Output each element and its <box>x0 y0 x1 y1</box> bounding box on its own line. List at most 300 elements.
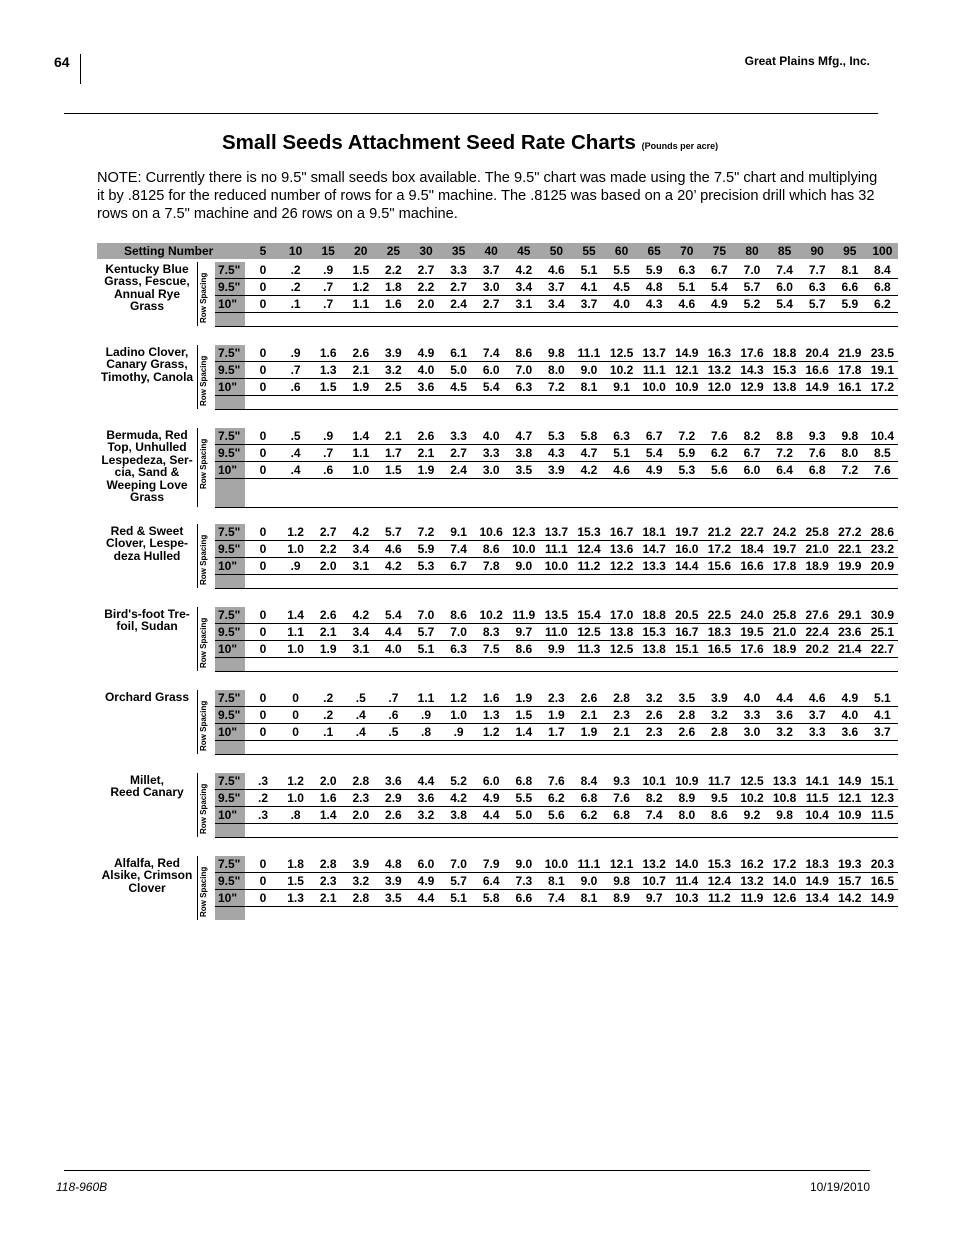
rate-cell: 1.7 <box>385 446 402 460</box>
rate-cell: 11.7 <box>708 774 731 788</box>
rate-cell: 4.3 <box>645 297 663 311</box>
rate-cell: 3.1 <box>352 642 370 656</box>
rate-cell: 21.0 <box>772 625 797 639</box>
rate-cell: 14.7 <box>642 542 666 556</box>
rate-cell: 1.1 <box>417 691 435 705</box>
row-rule <box>215 823 898 824</box>
rate-cell: 3.3 <box>450 263 467 277</box>
rate-cell: 8.2 <box>743 429 761 443</box>
rate-cell: 3.4 <box>515 280 533 294</box>
rate-cell: 10.0 <box>512 542 536 556</box>
rate-cell: 24.0 <box>740 608 764 622</box>
rate-cell: 1.2 <box>287 774 304 788</box>
rate-cell: 14.0 <box>772 874 797 888</box>
rate-cell: 19.7 <box>675 525 699 539</box>
rate-cell: 1.9 <box>417 463 435 477</box>
rate-cell: 18.1 <box>642 525 666 539</box>
rate-cell: 17.6 <box>740 346 764 360</box>
rate-cell: 13.6 <box>609 542 634 556</box>
spacing-label: 7.5" <box>218 608 241 622</box>
rate-cell: 5.1 <box>450 891 467 905</box>
rate-cell: 8.2 <box>645 791 663 805</box>
rate-cell: 3.4 <box>548 297 565 311</box>
header-divider <box>80 54 81 84</box>
rate-cell: 8.9 <box>678 791 696 805</box>
rate-cell: 3.8 <box>450 808 467 822</box>
crop-group-label: Kentucky Blue Grass, Fescue, Annual Rye Grass <box>104 262 190 314</box>
rate-cell: 17.6 <box>740 642 764 656</box>
rate-cell: .2 <box>290 263 301 277</box>
rate-cell: 7.2 <box>841 463 859 477</box>
rate-cell: 2.3 <box>645 725 663 739</box>
rate-cell: 15.3 <box>772 363 797 377</box>
group-bottom-rule <box>215 837 898 838</box>
rate-cell: 3.9 <box>352 857 370 871</box>
rate-cell: 18.8 <box>772 346 797 360</box>
rate-cell: 5.9 <box>417 542 435 556</box>
spacing-label: 7.5" <box>218 429 241 443</box>
rate-cell: 12.9 <box>740 380 764 394</box>
rate-cell: 2.8 <box>613 691 630 705</box>
rate-cell: 19.5 <box>740 625 764 639</box>
rate-cell: 3.7 <box>548 280 565 294</box>
header-setting-100: 100 <box>872 244 893 258</box>
rate-cell: 0 <box>292 708 299 722</box>
rate-cell: 6.0 <box>482 363 500 377</box>
rate-cell: 2.3 <box>352 791 370 805</box>
rate-cell: 16.7 <box>675 625 699 639</box>
rate-cell: .8 <box>420 725 431 739</box>
rate-cell: 5.1 <box>417 642 435 656</box>
header-setting-40: 40 <box>484 244 498 258</box>
footer-rule <box>64 1170 870 1171</box>
rate-cell: 9.8 <box>776 808 793 822</box>
spacing-label: 10" <box>218 297 238 311</box>
crop-group-label: Millet, Reed Canary <box>110 773 184 800</box>
rate-cell: 19.3 <box>838 857 862 871</box>
rate-cell: 2.6 <box>678 725 696 739</box>
rate-cell: 1.0 <box>450 708 467 722</box>
rate-cell: 4.0 <box>613 297 630 311</box>
rate-cell: 6.0 <box>743 463 761 477</box>
rate-cell: 10.2 <box>609 363 634 377</box>
rate-cell: 6.3 <box>678 263 696 277</box>
rate-cell: 9.1 <box>613 380 630 394</box>
rate-cell: 7.9 <box>482 857 500 871</box>
rate-cell: 22.5 <box>707 608 732 622</box>
rate-cell: 1.1 <box>352 446 370 460</box>
rate-cell: 3.2 <box>645 691 663 705</box>
rate-cell: 1.1 <box>287 625 304 639</box>
rate-cell: 1.4 <box>352 429 370 443</box>
rate-cell: 18.9 <box>805 559 829 573</box>
rate-cell: 2.1 <box>580 708 598 722</box>
header-setting-55: 55 <box>582 244 596 258</box>
rate-cell: 12.0 <box>707 380 732 394</box>
document-number: 118-960B <box>56 1180 108 1194</box>
rate-cell: 3.3 <box>808 725 826 739</box>
rate-cell: 25.8 <box>805 525 829 539</box>
rate-cell: 0 <box>259 429 267 443</box>
rate-cell: 4.4 <box>482 808 500 822</box>
rate-cell: 2.0 <box>352 808 370 822</box>
rate-cell: 13.2 <box>707 363 732 377</box>
spacing-label: 10" <box>218 891 238 905</box>
rate-cell: 9.3 <box>808 429 826 443</box>
rate-cell: 2.4 <box>450 463 467 477</box>
rate-cell: 11.1 <box>577 857 601 871</box>
rate-cell: 10.7 <box>642 874 666 888</box>
rate-cell: 8.9 <box>613 891 630 905</box>
rate-cell: 7.6 <box>548 774 565 788</box>
rate-cell: 5.3 <box>678 463 696 477</box>
rate-cell: 3.2 <box>417 808 435 822</box>
rate-cell: .4 <box>290 463 301 477</box>
rate-cell: 0 <box>292 691 299 705</box>
rate-cell: 22.7 <box>870 642 895 656</box>
rate-cell: 2.3 <box>319 874 337 888</box>
rate-cell: 3.7 <box>808 708 826 722</box>
rate-cell: 7.2 <box>417 525 435 539</box>
rate-cell: 14.3 <box>740 363 764 377</box>
rate-cell: .2 <box>323 708 334 722</box>
rate-cell: 3.6 <box>776 708 793 722</box>
rate-cell: 5.7 <box>808 297 826 311</box>
rate-cell: 6.2 <box>548 791 565 805</box>
rate-cell: 18.3 <box>805 857 829 871</box>
rate-cell: 5.2 <box>743 297 761 311</box>
rate-cell: 4.0 <box>482 429 500 443</box>
rate-cell: 9.0 <box>580 363 598 377</box>
rate-cell: 6.6 <box>841 280 859 294</box>
rate-cell: 3.0 <box>482 463 500 477</box>
rate-cell: 17.8 <box>838 363 862 377</box>
rate-cell: 2.8 <box>352 891 370 905</box>
rate-cell: 4.5 <box>450 380 467 394</box>
rate-cell: .9 <box>453 725 464 739</box>
rate-cell: 20.4 <box>805 346 829 360</box>
rate-cell: .6 <box>290 380 301 394</box>
rate-cell: .7 <box>323 446 334 460</box>
top-rule <box>64 113 878 114</box>
rate-cell: 2.1 <box>319 625 337 639</box>
rate-cell: 8.6 <box>515 346 533 360</box>
rate-cell: 7.4 <box>482 346 500 360</box>
rate-cell: 11.1 <box>577 346 601 360</box>
rate-cell: 3.2 <box>711 708 728 722</box>
rate-cell: 30.9 <box>870 608 895 622</box>
rate-cell: 1.3 <box>287 891 304 905</box>
rate-cell: 4.1 <box>580 280 598 294</box>
rate-cell: 6.3 <box>450 642 467 656</box>
rate-cell: .2 <box>290 280 301 294</box>
rate-cell: 13.5 <box>544 608 569 622</box>
rate-cell: 6.0 <box>482 774 500 788</box>
rate-cell: 0 <box>259 891 267 905</box>
rate-cell: 3.3 <box>743 708 761 722</box>
note-paragraph: NOTE: Currently there is no 9.5" small seeds box available. The 9.5" chart was made using the 7.5" chart and multiplying it by .8125 for the reduced number of rows for a 9.5" machine. The .8125 was based on a 20’ precision drill which has 32 rows on a 7.5" machine and 26 rows on a 9.5" machine. <box>97 170 878 222</box>
rate-cell: 2.8 <box>678 708 696 722</box>
spacing-label: 10" <box>218 808 238 822</box>
rate-cell: 3.5 <box>385 891 402 905</box>
spacing-label: 7.5" <box>218 263 241 277</box>
rate-cell: 2.8 <box>711 725 728 739</box>
rate-cell: 8.1 <box>841 263 859 277</box>
rate-cell: 1.5 <box>287 874 304 888</box>
rate-cell: 7.4 <box>776 263 793 277</box>
rate-cell: 4.2 <box>450 791 467 805</box>
rate-cell: 18.9 <box>772 642 797 656</box>
rate-cell: 7.0 <box>743 263 761 277</box>
rate-cell: 11.5 <box>805 791 829 805</box>
spacing-label: 10" <box>218 559 238 573</box>
rate-cell: 4.9 <box>482 791 500 805</box>
rate-cell: 7.8 <box>482 559 500 573</box>
rate-cell: 2.7 <box>482 297 500 311</box>
rate-cell: 4.0 <box>417 363 435 377</box>
rate-cell: 4.4 <box>776 691 793 705</box>
rate-cell: 0 <box>259 542 267 556</box>
rate-cell: 5.7 <box>385 525 402 539</box>
rate-cell: 5.4 <box>711 280 728 294</box>
rate-cell: 1.2 <box>450 691 467 705</box>
rate-cell: 0 <box>259 608 267 622</box>
rate-cell: 1.0 <box>287 791 304 805</box>
rate-cell: 23.5 <box>870 346 895 360</box>
spacing-label: 10" <box>218 380 238 394</box>
group-bottom-rule <box>215 409 898 410</box>
spacing-label: 7.5" <box>218 691 241 705</box>
rate-cell: 13.8 <box>772 380 797 394</box>
rate-cell: 9.7 <box>515 625 533 639</box>
rate-cell: 1.3 <box>319 363 337 377</box>
rate-cell: 2.2 <box>417 280 435 294</box>
rate-cell: 4.4 <box>385 625 402 639</box>
rate-cell: 8.6 <box>450 608 467 622</box>
rate-cell: 0 <box>259 446 267 460</box>
rate-cell: 16.5 <box>870 874 895 888</box>
spacing-label: 9.5" <box>218 708 241 722</box>
rate-cell: .9 <box>323 429 334 443</box>
rate-cell: 5.1 <box>613 446 630 460</box>
rate-cell: 7.4 <box>645 808 663 822</box>
rate-cell: 14.9 <box>805 874 829 888</box>
rate-cell: 5.8 <box>482 891 500 905</box>
rate-cell: 7.6 <box>711 429 728 443</box>
header-setting-95: 95 <box>843 244 857 258</box>
rate-cell: 7.6 <box>874 463 891 477</box>
rate-cell: 16.1 <box>838 380 862 394</box>
rate-cell: 3.9 <box>385 346 402 360</box>
rate-cell: 19.9 <box>838 559 862 573</box>
rate-cell: 24.2 <box>772 525 797 539</box>
rate-cell: 9.8 <box>613 874 630 888</box>
rate-cell: 19.7 <box>772 542 797 556</box>
rate-cell: 10.3 <box>675 891 699 905</box>
rate-cell: 4.9 <box>645 463 663 477</box>
rate-cell: 9.1 <box>450 525 467 539</box>
rate-cell: 9.7 <box>645 891 663 905</box>
rate-cell: 14.9 <box>838 774 862 788</box>
rate-cell: 12.6 <box>772 891 797 905</box>
rate-cell: 1.3 <box>482 708 500 722</box>
rate-cell: 7.2 <box>776 446 793 460</box>
rate-cell: 5.5 <box>613 263 630 277</box>
title-units: (Pounds per acre) <box>641 141 719 151</box>
rate-cell: 4.6 <box>613 463 630 477</box>
rate-cell: 6.7 <box>711 263 728 277</box>
rate-cell: .5 <box>290 429 301 443</box>
rate-cell: 1.0 <box>287 542 304 556</box>
rate-cell: 2.8 <box>352 774 370 788</box>
rate-cell: 6.4 <box>482 874 500 888</box>
row-rule <box>215 312 898 313</box>
rate-cell: 6.3 <box>808 280 826 294</box>
row-spacing-label: Row Spacing <box>199 700 208 751</box>
rate-cell: 1.6 <box>319 346 337 360</box>
rate-cell: 0 <box>259 691 267 705</box>
row-spacing-label: Row Spacing <box>199 534 208 585</box>
header-setting-60: 60 <box>614 244 629 258</box>
rate-cell: 1.5 <box>352 263 370 277</box>
rate-cell: 5.6 <box>548 808 565 822</box>
rate-cell: 5.7 <box>417 625 435 639</box>
rate-cell: 4.8 <box>645 280 663 294</box>
rate-cell: 8.1 <box>580 891 598 905</box>
header-setting-5: 5 <box>259 244 267 258</box>
rate-cell: 1.4 <box>287 608 304 622</box>
rate-cell: 8.0 <box>678 808 696 822</box>
rate-cell: 12.3 <box>870 791 895 805</box>
rate-cell: .5 <box>388 725 399 739</box>
rate-cell: 11.5 <box>871 808 894 822</box>
rate-cell: 2.2 <box>385 263 402 277</box>
rate-cell: 18.8 <box>642 608 666 622</box>
rate-cell: 16.6 <box>805 363 829 377</box>
rate-cell: 10.0 <box>642 380 666 394</box>
rate-cell: 4.6 <box>548 263 565 277</box>
header-setting-70: 70 <box>680 244 694 258</box>
rate-cell: 8.0 <box>841 446 859 460</box>
rate-cell: 5.4 <box>776 297 793 311</box>
rate-cell: 10.4 <box>805 808 829 822</box>
rate-cell: 0 <box>259 346 267 360</box>
rate-cell: 3.3 <box>450 429 467 443</box>
rate-cell: 13.3 <box>642 559 666 573</box>
rate-cell: 17.2 <box>707 542 732 556</box>
rate-cell: 17.2 <box>870 380 895 394</box>
rate-cell: 15.3 <box>577 525 601 539</box>
rate-cell: 1.1 <box>352 297 370 311</box>
rate-cell: 11.2 <box>708 891 731 905</box>
rate-cell: 3.1 <box>515 297 533 311</box>
rate-cell: 2.9 <box>385 791 402 805</box>
rate-cell: 9.2 <box>743 808 761 822</box>
rate-cell: 1.5 <box>385 463 402 477</box>
rate-cell: 0 <box>259 280 267 294</box>
rate-cell: 4.7 <box>580 446 598 460</box>
rate-cell: 10.9 <box>675 774 699 788</box>
spacing-label: 7.5" <box>218 857 241 871</box>
rate-cell: 3.6 <box>417 791 435 805</box>
rate-cell: 0 <box>259 363 267 377</box>
rate-cell: 18.4 <box>740 542 764 556</box>
rate-cell: 8.1 <box>548 874 565 888</box>
rate-cell: 9.3 <box>613 774 630 788</box>
rate-cell: 28.6 <box>870 525 895 539</box>
rate-cell: 4.2 <box>352 525 370 539</box>
rate-cell: 12.5 <box>609 642 634 656</box>
rate-cell: 9.0 <box>515 857 533 871</box>
rate-cell: 2.5 <box>385 380 402 394</box>
spacing-label: 7.5" <box>218 774 241 788</box>
page-number: 64 <box>54 54 70 70</box>
rate-cell: 3.4 <box>352 625 370 639</box>
rate-cell: 10.2 <box>740 791 764 805</box>
rate-cell: 2.6 <box>352 346 370 360</box>
rate-cell: 3.6 <box>417 380 435 394</box>
rate-cell: 1.9 <box>515 691 533 705</box>
rate-cell: 6.8 <box>580 791 598 805</box>
rate-cell: 5.4 <box>385 608 402 622</box>
rate-cell: 4.6 <box>808 691 826 705</box>
crop-group-label: Bird's-foot Tre- foil, Sudan <box>104 607 190 634</box>
rate-cell: 7.2 <box>678 429 696 443</box>
group-bottom-rule <box>215 754 898 755</box>
header-setting-15: 15 <box>321 244 335 258</box>
spacing-label: 7.5" <box>218 525 241 539</box>
rate-cell: 5.9 <box>645 263 663 277</box>
rate-cell: 4.7 <box>515 429 533 443</box>
rate-cell: 4.6 <box>678 297 696 311</box>
rate-cell: 10.9 <box>838 808 862 822</box>
rate-cell: 2.8 <box>319 857 337 871</box>
rate-cell: 17.2 <box>772 857 797 871</box>
header-setting-65: 65 <box>647 244 661 258</box>
rate-cell: 8.0 <box>548 363 565 377</box>
row-spacing-label: Row Spacing <box>199 355 208 406</box>
rate-cell: 1.2 <box>482 725 500 739</box>
rate-cell: .1 <box>323 725 334 739</box>
rate-cell: 21.9 <box>838 346 862 360</box>
group-bottom-rule <box>215 507 898 508</box>
row-spacing-label: Row Spacing <box>199 272 208 323</box>
spacing-label: 10" <box>218 642 238 656</box>
group-bottom-rule <box>215 326 898 327</box>
header-setting-45: 45 <box>517 244 531 258</box>
rate-cell: 13.2 <box>642 857 666 871</box>
rate-cell: 2.6 <box>385 808 402 822</box>
spacing-label: 9.5" <box>218 280 241 294</box>
rate-cell: 6.2 <box>580 808 598 822</box>
rate-cell: 22.1 <box>838 542 862 556</box>
spacing-label: 10" <box>218 463 238 477</box>
rate-cell: 7.4 <box>548 891 565 905</box>
rate-cell: 8.5 <box>874 446 891 460</box>
rate-cell: 4.4 <box>417 774 435 788</box>
rate-cell: 4.9 <box>711 297 728 311</box>
rate-cell: .6 <box>388 708 399 722</box>
rate-cell: 4.0 <box>841 708 859 722</box>
rate-cell: 0 <box>259 874 267 888</box>
rate-cell: 3.0 <box>482 280 500 294</box>
rate-cell: 22.4 <box>805 625 829 639</box>
rate-cell: 11.0 <box>545 625 568 639</box>
rate-cell: 12.3 <box>512 525 536 539</box>
rate-cell: 3.7 <box>874 725 891 739</box>
rate-cell: 16.2 <box>740 857 764 871</box>
rate-cell: 5.3 <box>417 559 435 573</box>
